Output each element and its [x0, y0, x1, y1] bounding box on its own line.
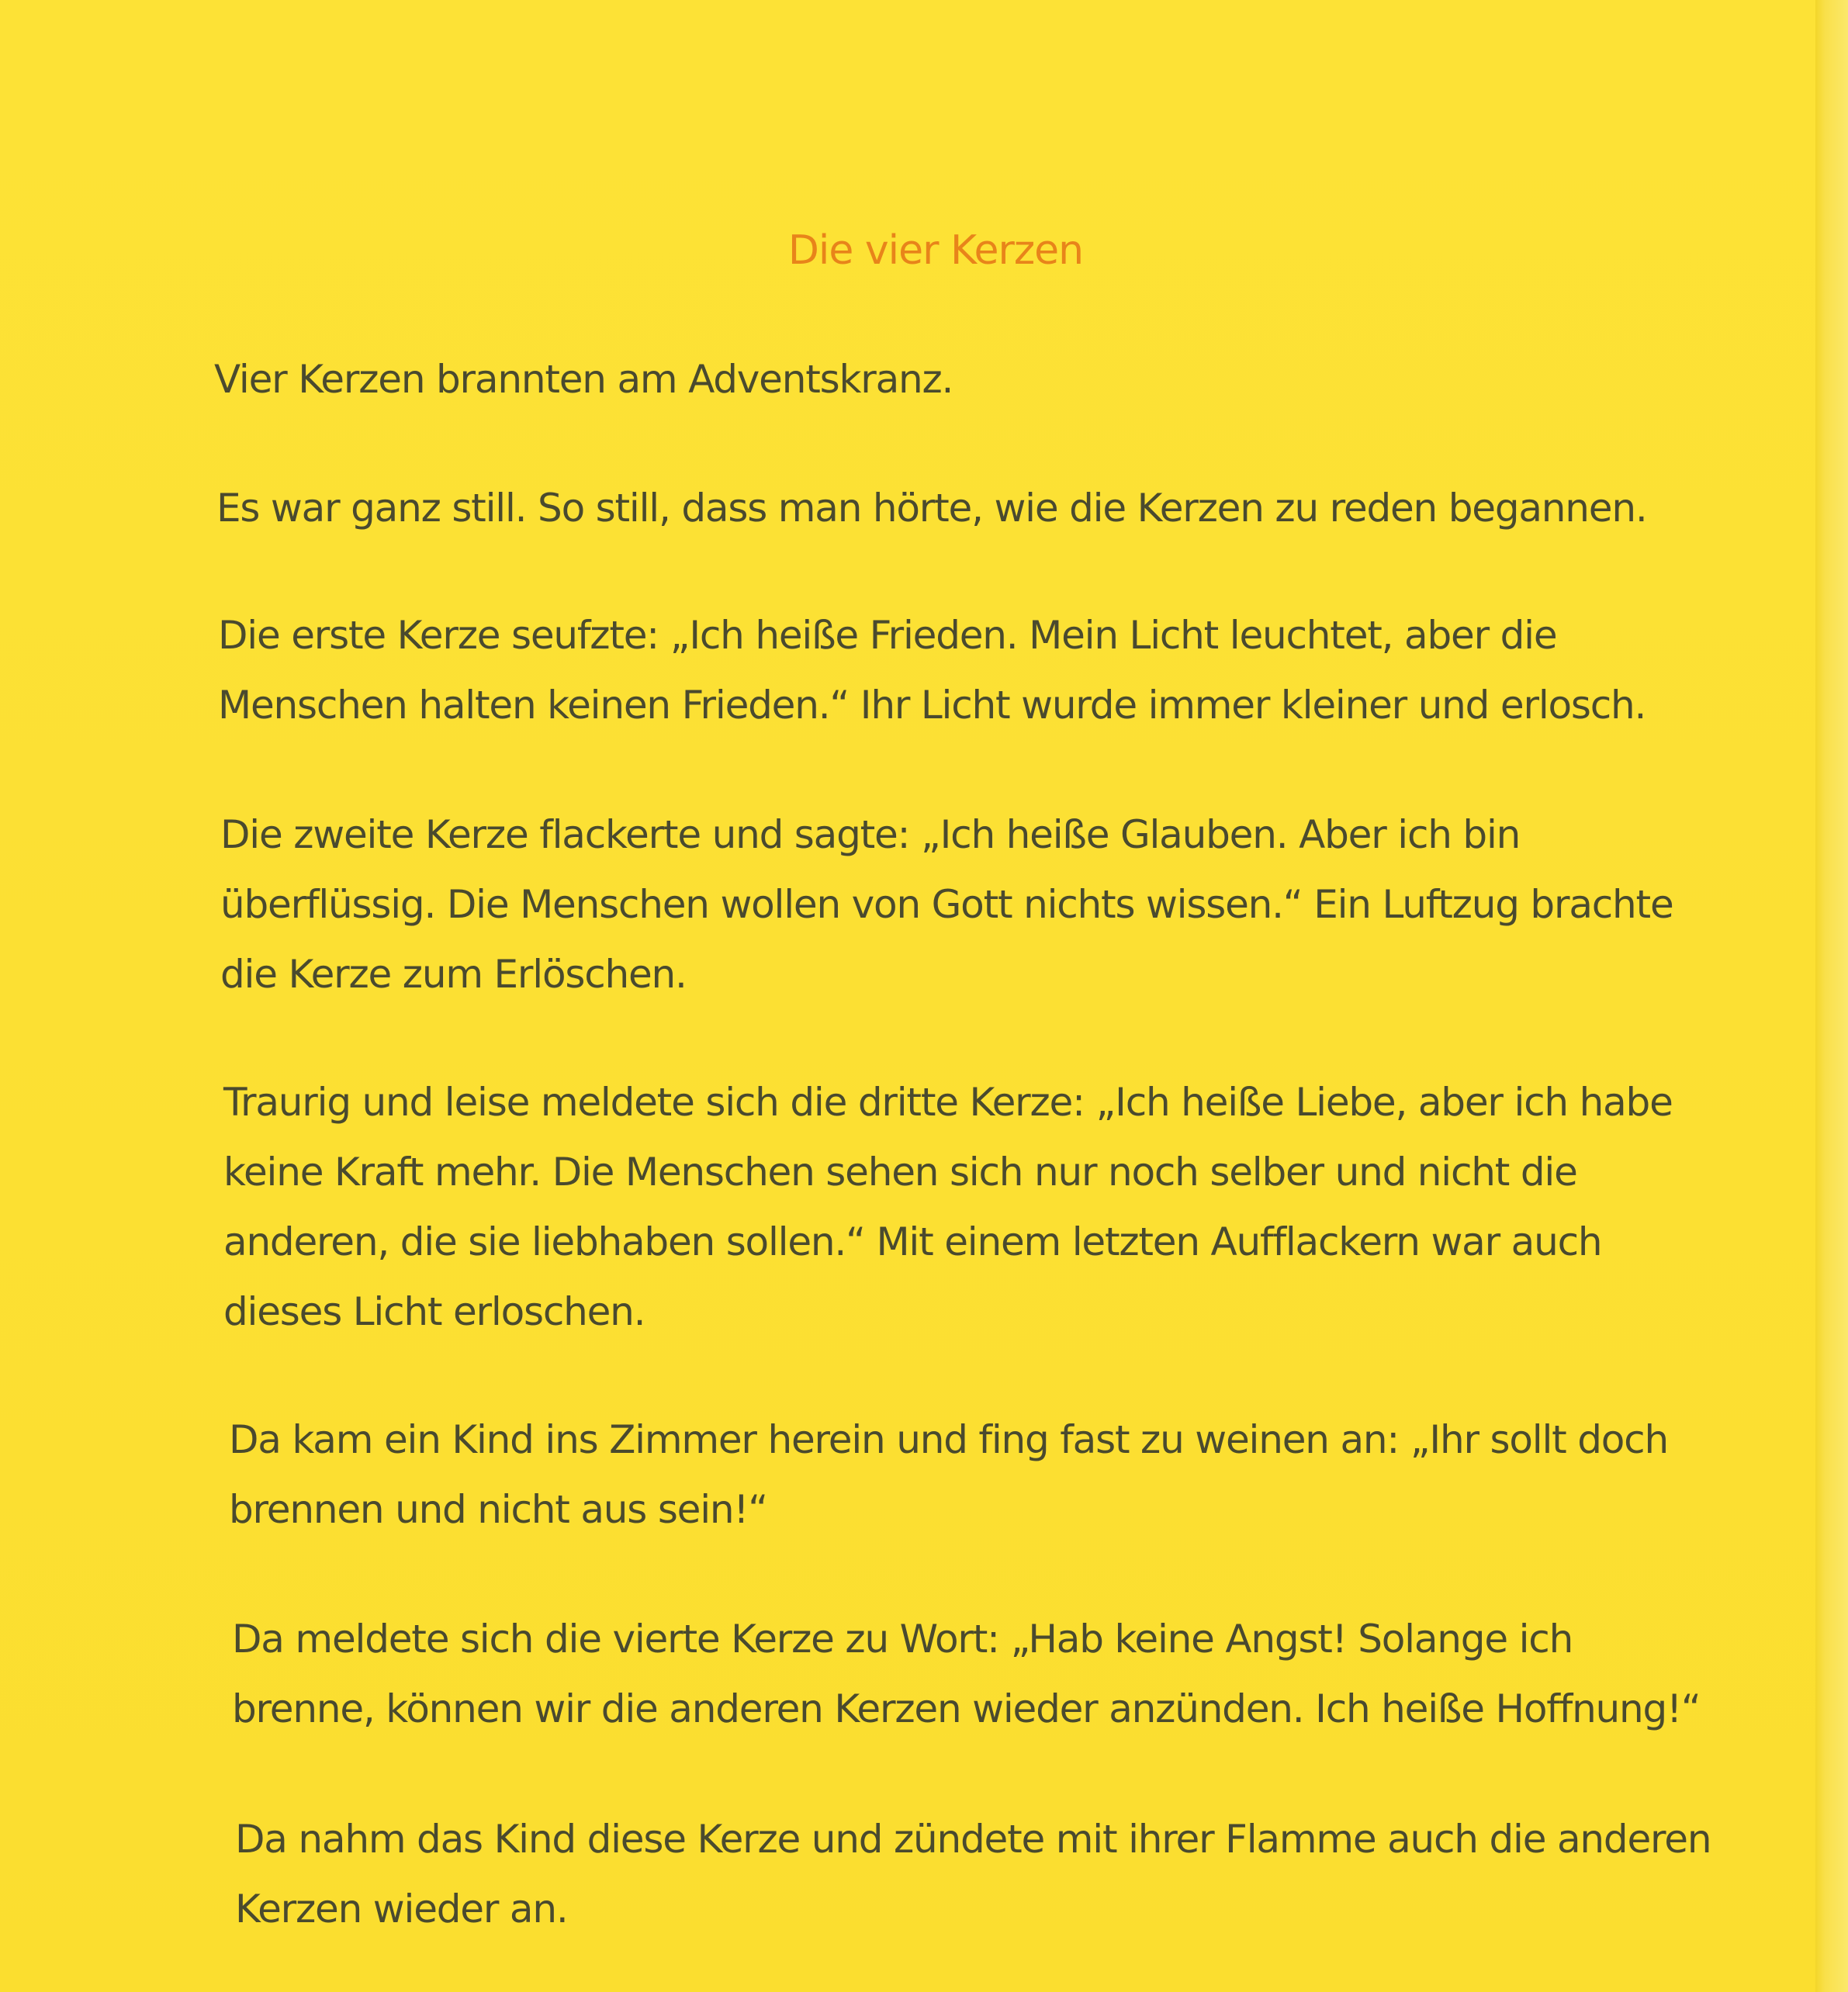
paragraph-line: Die zweite Kerze flackerte und sagte: „Ich heiße Glauben. Aber ich bin [220, 812, 1521, 857]
paragraph-line: Kerzen wieder an. [235, 1887, 568, 1931]
document-title: Die vier Kerzen [787, 227, 1084, 274]
paragraph-line: Traurig und leise meldete sich die dritte Kerze: „Ich heiße Liebe, aber ich habe [223, 1080, 1673, 1125]
paragraph-3 [218, 600, 1646, 740]
paragraph-6 [229, 1405, 1668, 1544]
paragraph-line: Vier Kerzen brannten am Adventskranz. [214, 357, 953, 402]
paragraph-line: dieses Licht erloschen. [223, 1289, 645, 1334]
paragraph-line: Da nahm das Kind diese Kerze und zündete mit ihrer Flamme auch die anderen [235, 1817, 1711, 1862]
paragraph-line: keine Kraft mehr. Die Menschen sehen sich nur noch selber und nicht die [223, 1150, 1577, 1195]
paragraph-7 [232, 1604, 1701, 1744]
paragraph-line: Menschen halten keinen Frieden.“ Ihr Licht wurde immer kleiner und erlosch. [218, 683, 1646, 728]
paragraph-line: die Kerze zum Erlöschen. [220, 952, 687, 997]
paragraph-line: brennen und nicht aus sein!“ [229, 1487, 767, 1532]
paragraph-4 [220, 800, 1673, 1009]
paragraph-line: anderen, die sie liebhaben sollen.“ Mit einem letzten Aufflackern war auch [223, 1219, 1602, 1264]
paragraph-line: Da meldete sich die vierte Kerze zu Wort: „Hab keine Angst! Solange ich [232, 1617, 1573, 1662]
paragraph-line: Es war ganz still. So still, dass man hörte, wie die Kerzen zu reden begannen. [216, 486, 1647, 531]
paragraph-5 [223, 1067, 1673, 1347]
paragraph-2 [216, 473, 1647, 543]
paragraph-line: überflüssig. Die Menschen wollen von Gott nichts wissen.“ Ein Luftzug brachte [220, 882, 1673, 927]
paragraph-8 [235, 1804, 1711, 1944]
paragraph-1 [214, 344, 953, 414]
paragraph-line: Da kam ein Kind ins Zimmer herein und fing fast zu weinen an: „Ihr sollt doch [229, 1417, 1668, 1462]
paragraph-line: Die erste Kerze seufzte: „Ich heiße Frieden. Mein Licht leuchtet, aber die [218, 613, 1557, 658]
paper-edge [1815, 0, 1848, 1992]
paragraph-line: brenne, können wir die anderen Kerzen wieder anzünden. Ich heiße Hoffnung!“ [232, 1686, 1701, 1731]
